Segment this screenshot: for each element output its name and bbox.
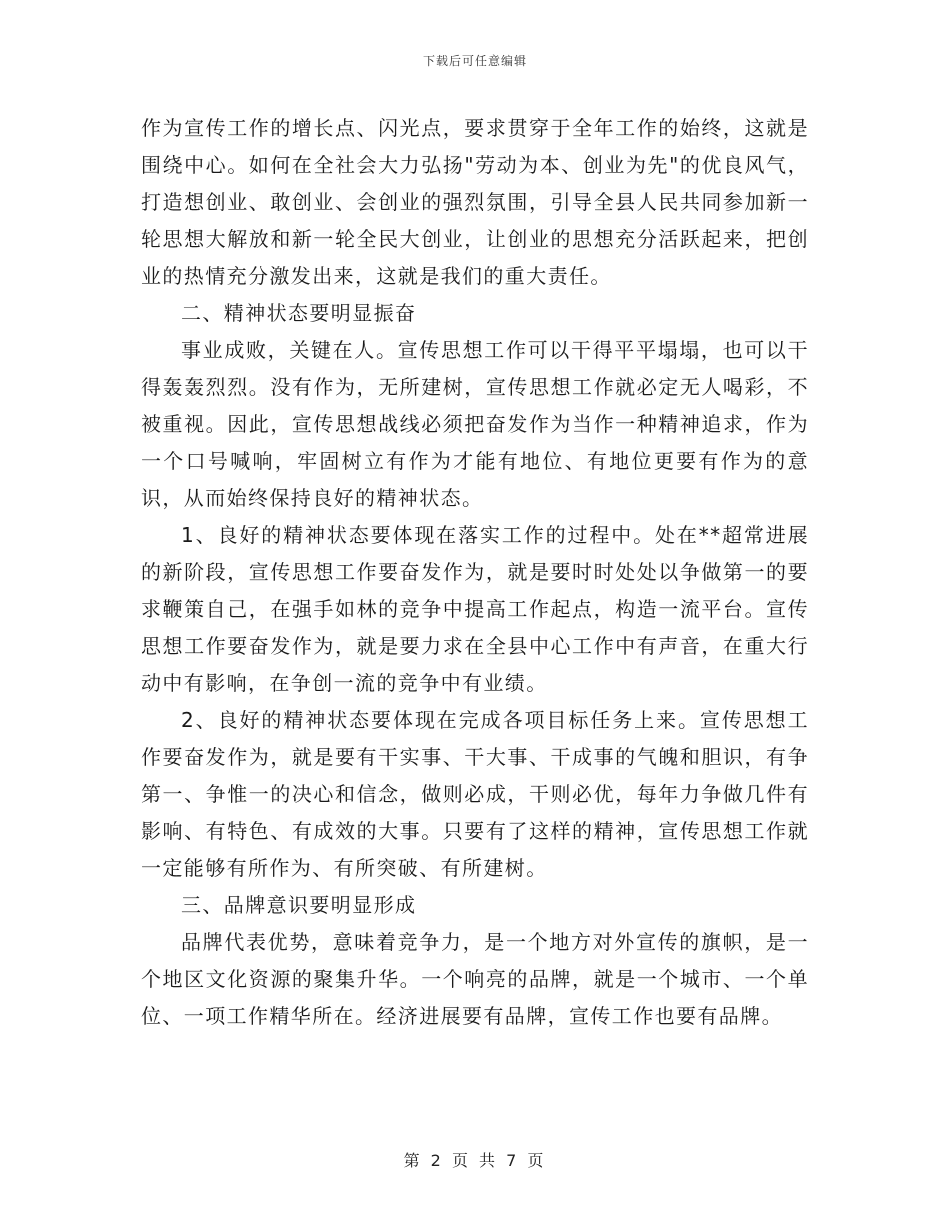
page-header: 下载后可任意编辑 xyxy=(422,54,527,68)
paragraph-item-2: 2、良好的精神状态要体现在完成各项目标任务上来。宣传思想工作要奋发作为，就是要有干实事、干大事、干成事的气魄和胆识，有争第一、争惟一的决心和信念，做则必成，干则必优，每年力争做几件有影响、有特色、有成效的大事。只要有了这样的精神，宣传思想工作就一定能够有所作为、有所突破、有所建树。 xyxy=(141,708,809,880)
section-heading-3: 三、品牌意识要明显形成 xyxy=(181,893,417,917)
paragraph-item-1: 1、良好的精神状态要体现在落实工作的过程中。处在**超常进展的新阶段，宣传思想工作要奋发作为，就是要时时处处以争做第一的要求鞭策自己，在强手如林的竞争中提高工作起点，构造一流平台。宣传思想工作要奋发作为，就是要力求在全县中心工作中有声音，在重大行动中有影响，在争创一流的竞争中有业绩。 xyxy=(141,523,809,695)
paragraph: 品牌代表优势，意味着竞争力，是一个地方对外宣传的旗帜，是一个地区文化资源的聚集升华。一个响亮的品牌，就是一个城市、一个单位、一项工作精华所在。经济进展要有品牌，宣传工作也要有品牌。 xyxy=(141,930,809,1028)
page-footer: 第 2 页 共 7 页 xyxy=(403,1151,547,1170)
section-heading-2: 二、精神状态要明显振奋 xyxy=(181,301,417,325)
paragraph: 事业成败，关键在人。宣传思想工作可以干得平平塌塌，也可以干得轰轰烈烈。没有作为，无所建树，宣传思想工作就必定无人喝彩，不被重视。因此，宣传思想战线必须把奋发作为当作一种精神追求，作为一个口号喊响，牢固树立有作为才能有地位、有地位更要有作为的意识，从而始终保持良好的精神状态。 xyxy=(141,338,809,510)
paragraph-continued: 作为宣传工作的增长点、闪光点，要求贯穿于全年工作的始终，这就是围绕中心。如何在全社会大力弘扬"劳动为本、创业为先"的优良风气，打造想创业、敢创业、会创业的强烈氛围，引导全县人民共同参加新一轮思想大解放和新一轮全民大创业，让创业的思想充分活跃起来，把创业的热情充分激发出来，这就是我们的重大责任。 xyxy=(141,116,809,288)
document-body xyxy=(141,110,809,1035)
